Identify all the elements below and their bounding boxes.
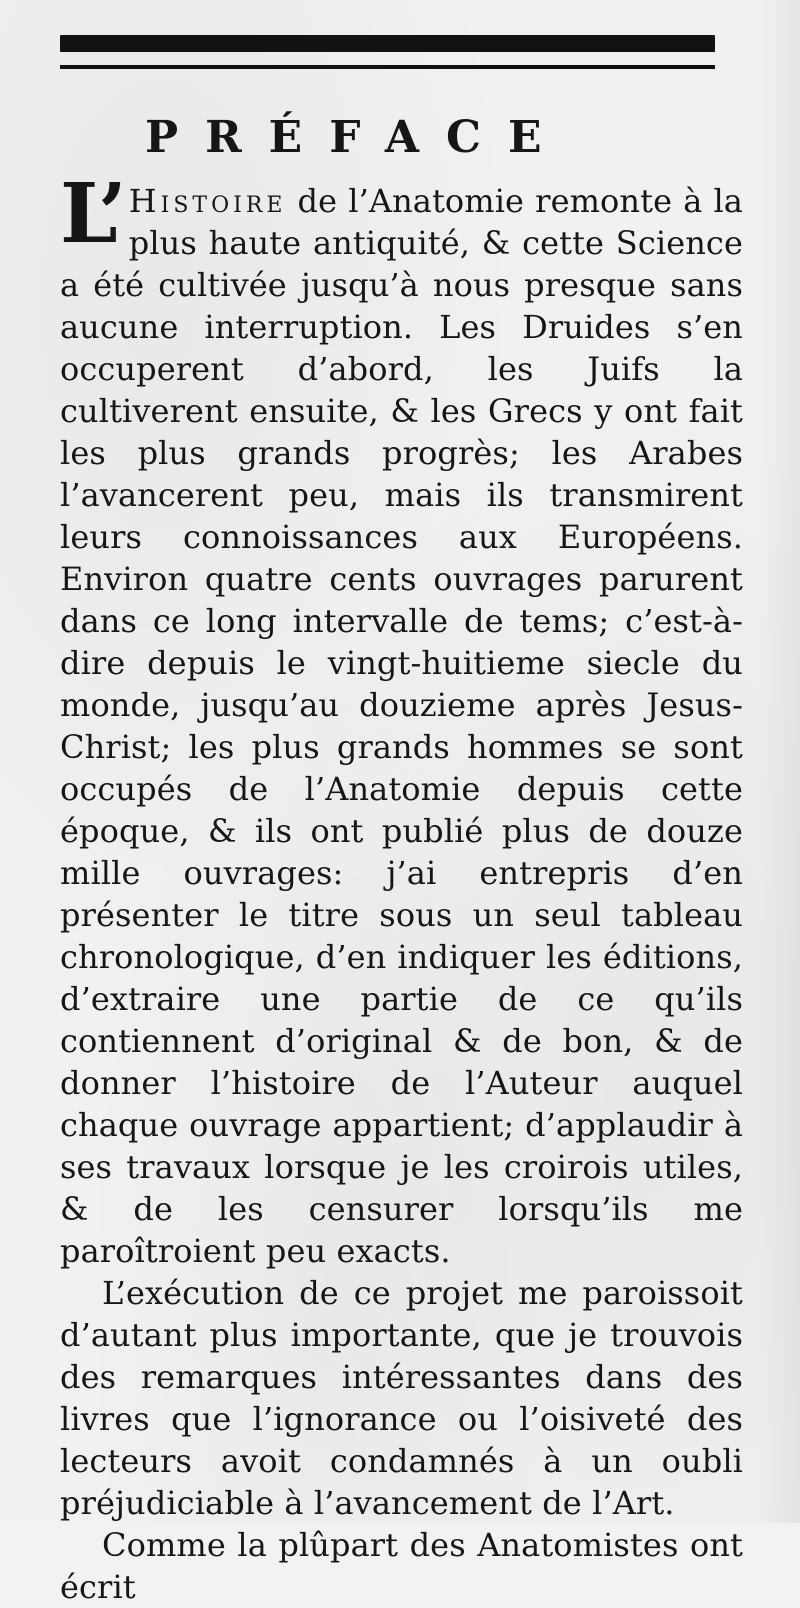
- paragraph-3: Comme la plûpart des Anatomistes ont écrit: [60, 1526, 743, 1606]
- paragraph-1-body: de l’Anatomie remonte à la plus haute antiquité, & cette Science a été cultivée jusqu’à nous presque sans aucune interruption. Les Druides s’en occuperent d’abord, les Juifs la cultiverent ensuite, & les Grecs y ont fait les plus grands progrès; les Arabes l’avancerent peu, mais ils transmirent leurs connoissances aux Européens. Environ quatre cents ouvrages parurent dans ce long intervalle de tems; c’est-à-dire depuis le vingt-huitieme siecle du monde, jusqu’au douzieme après Jesus-Christ; les plus grands hommes se sont occupés de l’Anatomie depuis cette époque, & ils ont publié plus de douze mille ouvrages: j’ai entrepris d’en présenter le titre sous un seul tableau chronologique, d’en indiquer les éditions, d’extraire une partie de ce qu’ils contiennent d’original & de bon, & de donner l’histoire de l’Auteur auquel chaque ouvrage appartient; d’applaudir à ses travaux lorsque je les croirois utiles, & de les censurer lorsqu’ils me paroîtroient peu exacts.: [60, 182, 743, 1270]
- top-thick-rule: [60, 35, 715, 52]
- page-title: PRÉFACE: [145, 112, 569, 163]
- top-thin-rule: [60, 65, 715, 69]
- paragraph-1: L’Histoire de l’Anatomie remonte à la plus haute antiquité, & cette Science a été cultivée jusqu’à nous presque sans aucune interruption. Les Druides s’en occuperent d’abord, les Juifs la cultiverent ensuite, & les Grecs y ont fait les plus grands progrès; les Arabes l’avancerent peu, mais ils transmirent leurs connoissances aux Européens. Environ quatre cents ouvrages parurent dans ce long intervalle de tems; c’est-à-dire depuis le vingt-huitieme siecle du monde, jusqu’au douzieme après Jesus-Christ; les plus grands hommes se sont occupés de l’Anatomie depuis cette époque, & ils ont publié plus de douze mille ouvrages: j’ai entrepris d’en présenter le titre sous un seul tableau chronologique, d’en indiquer les éditions, d’extraire une partie de ce qu’ils contiennent d’original & de bon, & de donner l’histoire de l’Auteur auquel chaque ouvrage appartient; d’applaudir à ses travaux lorsque je les croirois utiles, & de les censurer lorsqu’ils me paroîtroient peu exacts.: [60, 166, 743, 1270]
- paragraph-1-smallcaps-word: Histoire: [128, 182, 287, 220]
- preface-text: [60, 166, 743, 1608]
- paragraph-2: L’exécution de ce projet me paroissoit d’autant plus importante, que je trouvois des remarques intéressantes dans des livres que l’ignorance ou l’oisiveté des lecteurs avoit condamnés à un oubli préjudiciable à l’avancement de l’Art.: [60, 1274, 743, 1522]
- page-edge-shadow: [758, 0, 800, 1523]
